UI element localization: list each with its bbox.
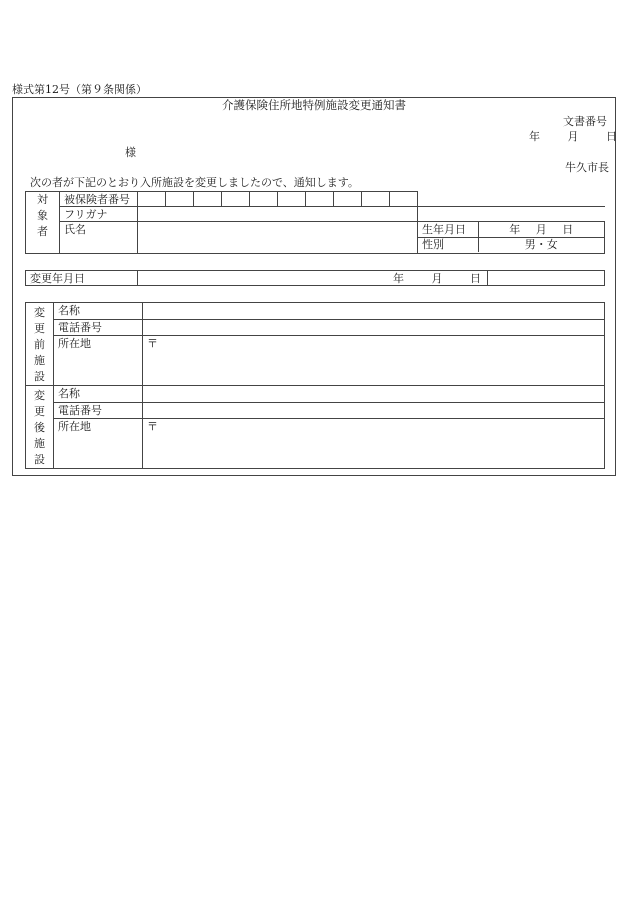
- after-label-char: 後: [34, 421, 45, 434]
- change-date-extra[interactable]: [488, 271, 605, 286]
- birthdate-label: 生年月日: [418, 222, 478, 237]
- insured-number-digit[interactable]: [390, 192, 418, 207]
- subject-table: [25, 191, 605, 254]
- before-address-field[interactable]: [143, 336, 605, 386]
- name-field[interactable]: [138, 222, 418, 254]
- change-year-unit: 年: [393, 271, 404, 285]
- name-label: 氏名: [60, 222, 138, 254]
- insured-number-digit[interactable]: [194, 192, 222, 207]
- birth-month-unit: 月: [535, 222, 547, 236]
- change-month-unit: 月: [431, 271, 443, 285]
- change-date-label: 変更年月日: [26, 271, 138, 286]
- insured-number-digit[interactable]: [222, 192, 250, 207]
- postal-mark: 〒: [147, 420, 158, 434]
- after-name-field[interactable]: [143, 386, 605, 403]
- birth-day-unit: 日: [562, 222, 574, 236]
- addressee-suffix: 様: [125, 146, 136, 159]
- after-group-label: [26, 386, 54, 469]
- insured-number-digit[interactable]: [362, 192, 390, 207]
- before-label-char: 施: [34, 354, 45, 367]
- birth-year-unit: 年: [509, 222, 521, 236]
- before-label-char: 設: [34, 370, 45, 383]
- after-label-char: 施: [34, 437, 45, 450]
- before-phone-label: 電話番号: [54, 319, 143, 336]
- issue-date: [529, 131, 617, 142]
- insured-number-digit[interactable]: [334, 192, 362, 207]
- before-label-char: 前: [34, 338, 45, 351]
- subject-group-label: [26, 192, 60, 254]
- after-phone-label: 電話番号: [54, 402, 143, 419]
- subject-label-char: 者: [37, 225, 48, 238]
- after-label-char: 変: [34, 389, 45, 402]
- facility-table: [25, 302, 605, 469]
- before-name-field[interactable]: [143, 303, 605, 320]
- before-label-char: 変: [34, 306, 45, 319]
- insured-number-digit[interactable]: [306, 192, 334, 207]
- issue-year: 年: [529, 130, 540, 143]
- issue-day: 日: [606, 130, 617, 143]
- after-label-char: 設: [34, 453, 45, 466]
- after-address-label: 所在地: [54, 419, 143, 469]
- after-address-field[interactable]: [143, 419, 605, 469]
- change-day-unit: 日: [470, 271, 481, 285]
- insured-number-label: 被保険者番号: [60, 192, 138, 207]
- after-phone-field[interactable]: [143, 402, 605, 419]
- birth-gender-table: [418, 222, 604, 252]
- after-label-char: 更: [34, 405, 45, 418]
- furigana-field[interactable]: [138, 207, 418, 222]
- subject-label-char: 象: [37, 209, 48, 222]
- before-address-label: 所在地: [54, 336, 143, 386]
- furigana-label: フリガナ: [60, 207, 138, 222]
- insured-number-digit[interactable]: [278, 192, 306, 207]
- form-title: 介護保険住所地特例施設変更通知書: [222, 98, 406, 112]
- before-label-char: 更: [34, 322, 45, 335]
- change-date-field[interactable]: [138, 271, 488, 286]
- issue-month: 月: [567, 130, 579, 143]
- before-group-label: [26, 303, 54, 386]
- postal-mark: 〒: [147, 337, 158, 351]
- insured-number-digit[interactable]: [166, 192, 194, 207]
- insured-number-digit[interactable]: [250, 192, 278, 207]
- issuer-name: 牛久市長: [565, 161, 609, 174]
- birthdate-field[interactable]: [478, 222, 604, 237]
- after-name-label: 名称: [54, 386, 143, 403]
- document-number-label: 文書番号: [563, 115, 607, 128]
- form-number: 様式第12号（第９条関係）: [12, 83, 147, 96]
- insured-number-digit[interactable]: [138, 192, 166, 207]
- gender-options[interactable]: 男・女: [478, 237, 604, 252]
- before-name-label: 名称: [54, 303, 143, 320]
- subject-label-char: 対: [37, 193, 48, 206]
- intro-text: 次の者が下記のとおり入所施設を変更しましたので、通知します。: [30, 176, 359, 189]
- before-phone-field[interactable]: [143, 319, 605, 336]
- gender-label: 性別: [418, 237, 478, 252]
- change-date-table: [25, 270, 605, 286]
